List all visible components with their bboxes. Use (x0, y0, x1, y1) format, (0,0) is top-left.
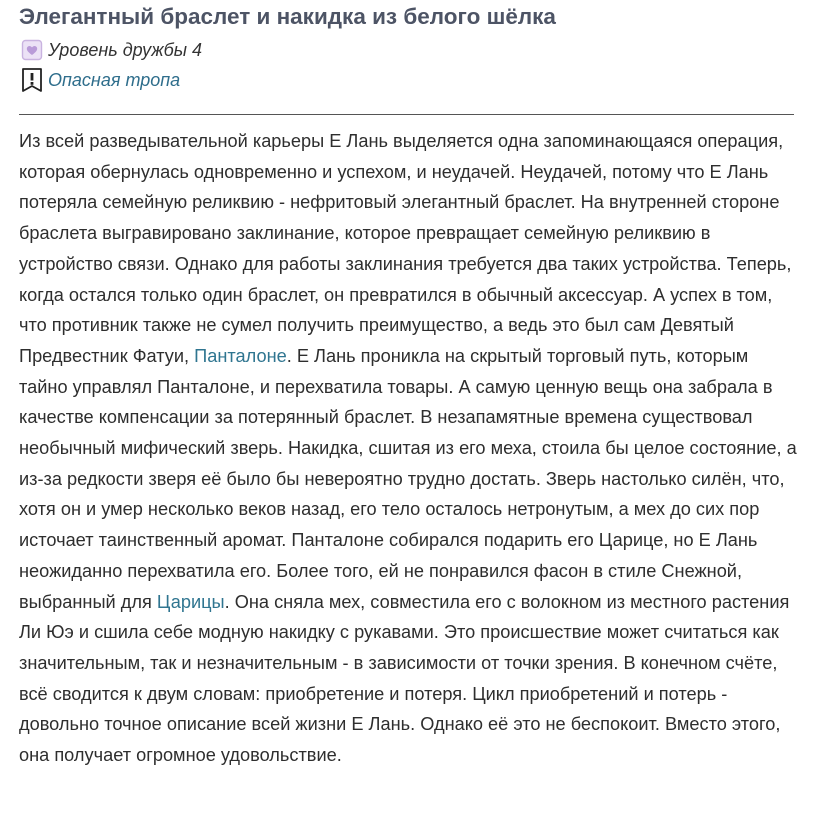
page-title: Элегантный браслет и накидка из белого шёлка (19, 4, 556, 29)
friendship-row (19, 35, 794, 65)
pantalone-link[interactable]: Панталоне (194, 345, 287, 366)
story-text-part: . Она сняла мех, совместила его с волокном из местного растения Ли Юэ и сшила себе модную накидку с рукавами. Это происшествие может считаться как значительным, так и незначительным - в зависимости от точки зрения. В конечном счёте, всё сводится к двум словам: приобретение и потеря. Цикл приобретений и потерь - довольно точное описание всей жизни Е Лань. Однако её это не беспокоит. Вместо этого, она получает огромное удовольствие. (19, 591, 790, 766)
story-text (19, 126, 799, 771)
friendship-level-label: Уровень дружбы 4 (48, 40, 203, 60)
quest-row (19, 65, 794, 95)
quest-alert-icon (19, 67, 45, 93)
story-text-part: Из всей разведывательной карьеры Е Лань выделяется одна запоминающаяся операция, которая обернулась одновременно и успехом, и неудачей. Неудачей, потому что Е Лань потеряла семейную реликвию - нефритовый элегантный браслет. На внутренней стороне браслета выгравировано заклинание, которое превращает семейную реликвию в устройство связи. Однако для работы заклинания требуется два таких устройства. Теперь, когда остался только один браслет, он превратился в обычный аксессуар. А успех в том, что противник также не сумел получить преимущество, а ведь это был сам Девятый Предвестник Фатуи, (19, 131, 792, 366)
story-text-part: . Е Лань проникла на скрытый торговый путь, которым тайно управлял Панталоне, и перехватила товары. А самую ценную вещь она забрала в качестве компенсации за потерянный браслет. В незапамятные времена существовал необычный мифический зверь. Накидка, сшитая из его меха, стоила бы целое состояние, а из-за редкости зверя её было бы невероятно трудно достать. Зверь настолько силён, что, хотя он и умер несколько веков назад, его тело осталось нетронутым, а мех до сих пор источает таинственный аромат. Панталоне собирался подарить его Царице, но Е Лань неожиданно перехватила его. Более того, ей не понравился фасон в стиле Снежной, выбранный для (19, 345, 797, 612)
friendship-icon (19, 37, 45, 63)
tsaritsa-link[interactable]: Царицы (156, 591, 225, 612)
quest-link[interactable]: Опасная тропа (48, 70, 181, 90)
divider (19, 114, 794, 115)
